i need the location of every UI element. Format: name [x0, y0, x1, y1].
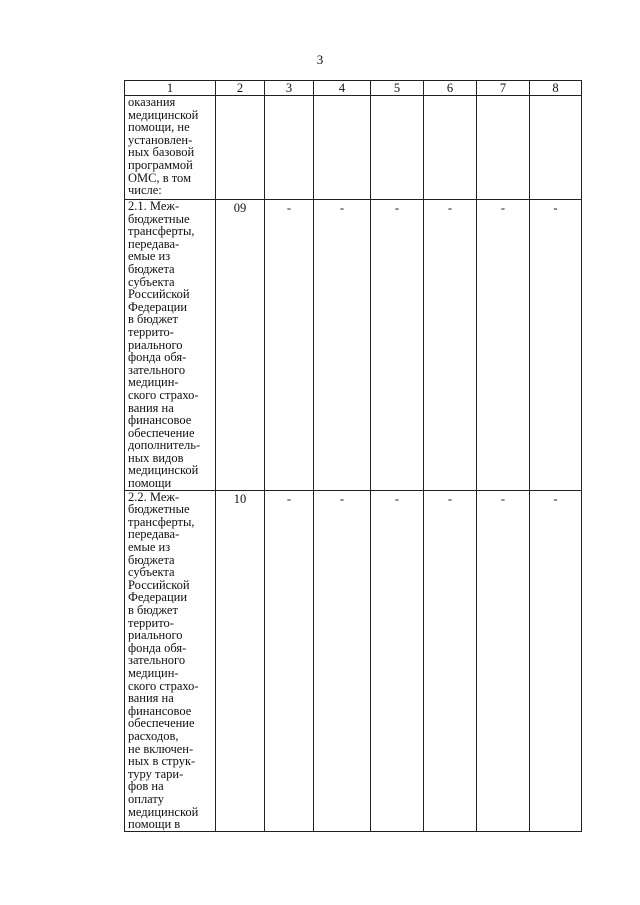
column-header: 3	[265, 81, 314, 96]
table-cell	[314, 96, 371, 200]
table-cell: -	[371, 490, 424, 831]
row-code: 09	[216, 200, 265, 491]
row-description: 2.2. Меж- бюджетные трансферты, передава- емые из бюджета субъекта Российской Федерации в бюджет террито- риального фонда обя- зательного медицин- ского страхо- вания на финансовое обеспечение расходов, не включен- ных в струк- туру тари- фов на оплату медицинской помощи в	[125, 490, 216, 831]
page-number: 3	[316, 52, 324, 67]
table-cell	[265, 96, 314, 200]
table-cell	[371, 96, 424, 200]
table-row	[125, 96, 582, 200]
table-cell: -	[265, 200, 314, 491]
table-cell: -	[477, 200, 530, 491]
table-header-row	[125, 81, 582, 96]
column-header: 1	[125, 81, 216, 96]
table-cell: -	[371, 200, 424, 491]
table-cell	[477, 96, 530, 200]
row-description: оказания медицинской помощи, не установлен- ных базовой программой ОМС, в том числе:	[125, 96, 216, 200]
column-header: 6	[424, 81, 477, 96]
table-cell	[424, 96, 477, 200]
table-cell: -	[314, 490, 371, 831]
table-cell: -	[424, 490, 477, 831]
table-cell: -	[314, 200, 371, 491]
table-cell	[530, 96, 582, 200]
table-cell: -	[530, 200, 582, 491]
table-row	[125, 200, 582, 491]
row-code: 10	[216, 490, 265, 831]
column-header: 4	[314, 81, 371, 96]
row-description: 2.1. Меж- бюджетные трансферты, передава- емые из бюджета субъекта Российской Федерации в бюджет террито- риального фонда обя- зательного медицин- ского страхо- вания на финансовое обеспечение дополнитель- ных видов медицинской помощи	[125, 200, 216, 491]
table-row	[125, 490, 582, 831]
table-cell: -	[530, 490, 582, 831]
budget-table	[124, 80, 582, 832]
table-cell: -	[424, 200, 477, 491]
table-cell: -	[265, 490, 314, 831]
column-header: 7	[477, 81, 530, 96]
column-header: 2	[216, 81, 265, 96]
table-cell: -	[477, 490, 530, 831]
column-header: 5	[371, 81, 424, 96]
column-header: 8	[530, 81, 582, 96]
row-code	[216, 96, 265, 200]
